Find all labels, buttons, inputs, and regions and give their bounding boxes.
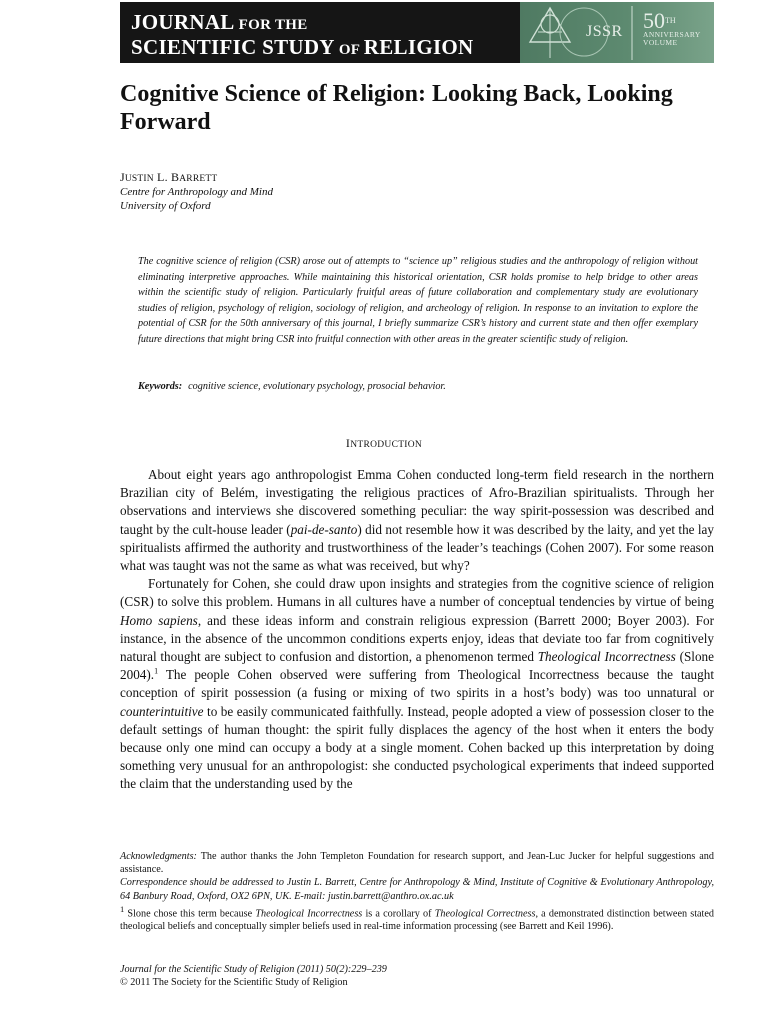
text-run: , a demonstrated distinction between stated theological beliefs and conceptually simpler beliefs used in real-time information processing (see Barrett and Keil 1996).	[120, 908, 715, 933]
text-run: Fortunately for Cohen, she could draw upon insights and strategies from the cognitive science of religion (CSR) to solve this problem. Humans in all cultures have a number of conceptual tendencies by virtue of being	[120, 576, 714, 610]
acknowledgments-label: Acknowledgments:	[120, 851, 197, 862]
journal-name-word: JOURNAL	[131, 10, 235, 34]
text-run: to be easily communicated faithfully. Instead, people adopted a view of possession closer to the default settings of human thought: the spirit fully displaces the agency of the host when it enters the body because only one mind can occupy a body at a single moment. Cohen backed up this interpretation by doing something very unusual for an anthropologist: she conducted psychological experiments that indeed supported the claim that the understanding used by the	[120, 703, 714, 792]
italic-term: Theological Correctness	[434, 908, 536, 920]
keywords	[138, 381, 446, 392]
affiliation-line: Centre for Anthropology and Mind	[120, 186, 273, 198]
copyright-notice: © 2011 The Society for the Scientific Study of Religion	[120, 977, 348, 988]
section-heading-rest: NTRODUCTION	[350, 440, 423, 450]
journal-name-word: SCIENTIFIC STUDY	[131, 35, 335, 59]
text-run: ) did not resemble how it was described by the laity, and yet the lay spiritualists affirmed the authority and trustworthiness of the leader’s teachings (Cohen 2007). For some reason what was taught was not the same as what was received, but why?	[120, 521, 715, 574]
anniversary-line: VOLUME	[643, 38, 678, 47]
acknowledgments	[120, 850, 714, 876]
acknowledgments-text: The author thanks the John Templeton Foundation for research support, and Jean-Luc Jucker for helpful suggestions and assistance.	[120, 851, 714, 876]
journal-reference: Journal for the Scientific Study of Religion (2011) 50(2):229–239	[120, 964, 387, 975]
footnote-1	[120, 903, 714, 934]
author-initial: B	[171, 170, 180, 184]
affiliation-line: University of Oxford	[120, 200, 211, 212]
author-name-part: L.	[153, 170, 171, 184]
italic-term: Theological Incorrectness	[255, 908, 363, 920]
journal-name-word: RELIGION	[363, 35, 474, 59]
italic-term: Homo sapiens	[120, 612, 198, 628]
italic-term: pai-de-santo	[290, 521, 358, 537]
text-run: About eight years ago anthropologist Emma Cohen conducted long-term field research in the northern Brazilian city of Belém, investigating the religious practices of Afro-Brazilian spiritualists. Through her observations and interviews she discovered something peculiar: the way spirit-possession was described and taught by the cult-house leader (	[120, 467, 714, 537]
journal-name-word: FOR THE	[234, 17, 308, 33]
jssr-logo-text: JSSR	[586, 23, 623, 40]
correspondence-note: Correspondence should be addressed to Justin L. Barrett, Centre for Anthropology & Mind, Institute of Cognitive & Evolutionary Anthropology, 64 Banbury Road, Oxford, OX2 6PN, UK. E-mail: justin.barrett@anthro.ox.ac.uk	[120, 877, 714, 902]
footnotes	[120, 850, 714, 934]
anniversary-line: ANNIVERSARY	[643, 30, 701, 39]
journal-banner	[120, 2, 714, 63]
section-heading	[0, 436, 768, 451]
author-affiliation	[120, 185, 273, 213]
author-name-part: ARRETT	[179, 174, 218, 184]
anniversary-number: 50	[643, 8, 665, 33]
text-run: (Slone 2004).	[120, 649, 714, 683]
footnote-marker[interactable]: 1	[154, 666, 159, 676]
anniversary-badge	[643, 8, 701, 47]
anniversary-panel	[520, 2, 714, 63]
italic-term: Theological Incorrectness	[537, 649, 676, 665]
journal-name-word: OF	[334, 42, 364, 58]
text-run: is a corollary of	[362, 908, 435, 920]
text-run: Slone chose this term because	[124, 908, 256, 920]
author-initial: J	[120, 170, 125, 184]
text-run: , and these ideas inform and constrain religious expression (Barrett 2000; Boyer 2003). For instance, in the absence of the uncommon conditions experts enjoy, ideas that deviate too far from cognitively natural thought are subject to confusion and distortion, a phenomenon termed	[120, 612, 714, 665]
author-name-part: USTIN	[124, 174, 154, 184]
body-text	[120, 466, 714, 794]
footnote-number: 1	[120, 903, 125, 914]
journal-name	[120, 2, 520, 63]
keywords-list: cognitive science, evolutionary psychology, prosocial behavior.	[188, 381, 446, 392]
paragraph	[120, 575, 714, 793]
author-name	[120, 170, 217, 185]
section-heading-initial: I	[345, 436, 351, 450]
anniversary-suffix: TH	[665, 16, 676, 25]
keywords-label: Keywords:	[138, 381, 183, 392]
article-title: Cognitive Science of Religion: Looking Back, Looking Forward	[120, 81, 673, 135]
text-run: The people Cohen observed were suffering from Theological Incorrectness because the taught conception of spirit possession (a fusing or mixing of two spirits in a host’s body) was too unnatural or	[120, 667, 714, 701]
italic-term: counterintuitive	[120, 703, 204, 719]
paragraph	[120, 466, 714, 575]
abstract: The cognitive science of religion (CSR) arose out of attempts to “science up” religious studies and the anthropology of religion without eliminating interpretive approaches. While maintaining this historical orientation, CSR holds promise to help bridge to other areas within the scientific study of religion. Particularly fruitful areas of future collaboration and complementary study are evolutionary studies of religion, psychology of religion, sociology of religion, and archeology of religion. In response to an invitation to explore the potential of CSR for the 50th anniversary of this journal, I briefly summarize CSR’s history and current state and then offer exemplary future directions that might bring CSR into fruitful connection with other areas in the greater scientific study of religion.	[138, 256, 698, 345]
